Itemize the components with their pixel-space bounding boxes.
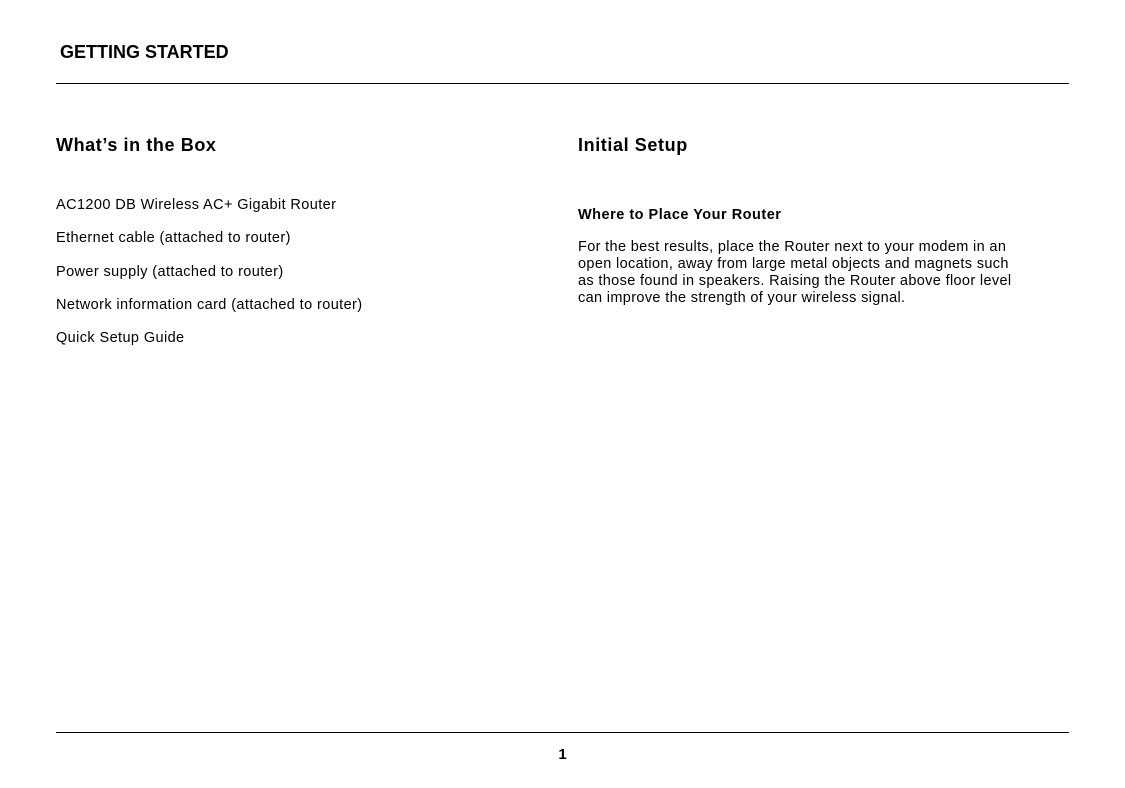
initial-setup-section (578, 133, 1018, 307)
list-item: Network information card (attached to router) (56, 296, 363, 313)
router-placement-subheading: Where to Place Your Router (578, 207, 782, 223)
section-title: GETTING STARTED (60, 42, 229, 62)
list-item: AC1200 DB Wireless AC+ Gigabit Router (56, 197, 337, 213)
list-item: Quick Setup Guide (56, 330, 185, 347)
header-divider (56, 83, 1069, 84)
router-placement-paragraph: For the best results, place the Router next to your modem in an open location, away from large metal objects and magnets such as those found in speakers. Raising the Router above floor level can improve the strength of your wireless signal. (578, 239, 1012, 306)
list-item: Ethernet cable (attached to router) (56, 230, 291, 247)
initial-setup-heading: Initial Setup (578, 135, 688, 155)
footer-divider (56, 732, 1069, 733)
page-number: 1 (558, 746, 567, 763)
list-item: Power supply (attached to router) (56, 263, 284, 280)
whats-in-the-box-heading: What’s in the Box (56, 135, 217, 155)
box-contents-list (56, 196, 516, 347)
whats-in-the-box-section (56, 133, 516, 362)
